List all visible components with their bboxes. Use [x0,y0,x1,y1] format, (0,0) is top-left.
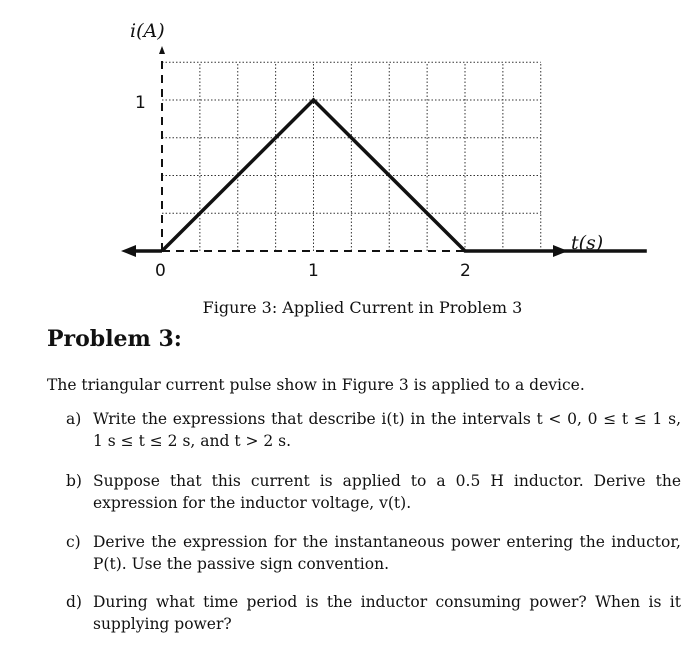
problem-part-c [66,531,681,575]
y-tick-label: 1 [135,93,146,113]
problem-part-d [66,591,681,635]
plot-grid [162,62,541,251]
problem-parts-list [66,408,681,635]
x-tick-label-0: 0 [155,261,166,281]
part-text: During what time period is the inductor consuming power? When is it supplying power? [93,593,681,633]
part-text: Suppose that this current is applied to a 0.5 H inductor. Derive the expression for the inductor voltage, v(t). [93,472,681,512]
part-marker: c) [66,533,81,551]
problem-part-b [66,470,681,514]
figure-caption: Figure 3: Applied Current in Problem 3 [202,298,523,317]
part-text: Write the expressions that describe i(t) in the intervals t < 0, 0 ≤ t ≤ 1 s, 1 s ≤ t ≤ 2 s, and t > 2 s. [93,410,681,450]
y-axis-label: i(A) [130,20,165,42]
problem-part-a [66,408,681,452]
current-pulse-plot [0,0,700,300]
x-tick-label-2: 2 [460,261,471,281]
x-axis-label: t(s) [571,232,604,254]
part-marker: d) [66,593,82,611]
y-axis-arrowhead [159,46,165,54]
x-tick-label-1: 1 [308,261,319,281]
part-marker: a) [66,410,82,428]
left-axis-arrowhead-icon [121,245,136,257]
part-text: Derive the expression for the instantaneous power entering the inductor, P(t). Use the passive sign convention. [93,533,681,573]
problem-heading: Problem 3: [47,326,182,352]
problem-intro: The triangular current pulse show in Figure 3 is applied to a device. [47,376,585,394]
part-marker: b) [66,472,82,490]
